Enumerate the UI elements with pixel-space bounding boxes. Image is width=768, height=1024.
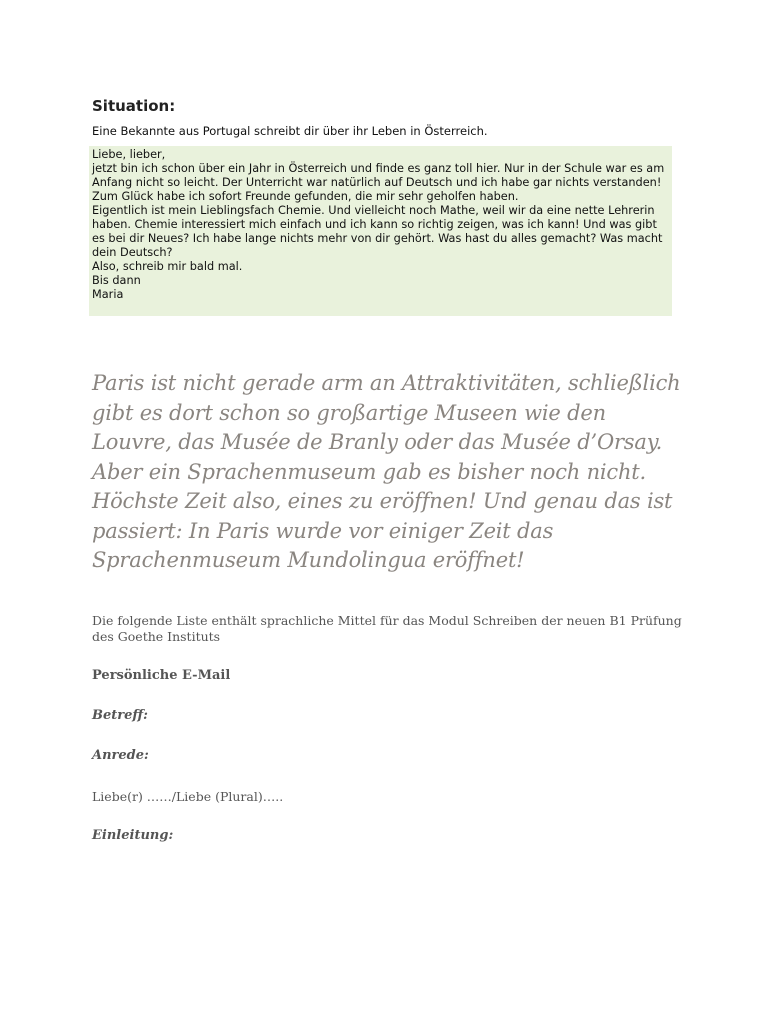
salutation-label: Anrede: bbox=[92, 748, 149, 763]
situation-intro: Eine Bekannte aus Portugal schreibt dir über ihr Leben in Österreich. bbox=[92, 124, 488, 138]
subject-label: Betreff: bbox=[92, 708, 148, 723]
paris-paragraph: Paris ist nicht gerade arm an Attraktivitäten, schließlich gibt es dort schon so großartige Museen wie den Louvre, das Musée de Branly oder das Musée d’Orsay. Aber ein Sprachenmuseum gab es bisher noch nicht. Höchste Zeit also, eines zu eröffnen! Und genau das ist passiert: In Paris wurde vor einiger Zeit das Sprachenmuseum Mundolingua eröffnet! bbox=[92, 371, 681, 572]
letter-line: Eigentlich ist mein Lieblingsfach Chemie. Und vielleicht noch Mathe, weil wir da eine nette Lehrerin haben. Chemie interessiert mich einfach und ich kann so richtig zeigen, was ich kann! Und was gibt es bei dir Neues? Ich habe lange nichts mehr von dir gehört. Was hast du alles gemacht? Was macht dein Deutsch? bbox=[92, 204, 667, 259]
letter-line: Maria bbox=[92, 288, 124, 301]
intro-note: Die folgende Liste enthält sprachliche Mittel für das Modul Schreiben der neuen B1 Prüfung des Goethe Instituts bbox=[92, 613, 682, 644]
situation-title: Situation: bbox=[92, 97, 176, 115]
letter-line: Bis dann bbox=[92, 274, 141, 287]
letter-line: Liebe, lieber, bbox=[92, 148, 166, 161]
introduction-label: Einleitung: bbox=[92, 828, 174, 843]
email-heading: Persönliche E-Mail bbox=[92, 668, 231, 683]
letter-box bbox=[89, 146, 672, 316]
salutation-example: Liebe(r) ……/Liebe (Plural)….. bbox=[92, 789, 284, 804]
letter-line: Also, schreib mir bald mal. bbox=[92, 260, 243, 273]
letter-line: jetzt bin ich schon über ein Jahr in Österreich und finde es ganz toll hier. Nur in der Schule war es am Anfang nicht so leicht. Der Unterricht war natürlich auf Deutsch und ich habe gar nichts verstanden! Zum Glück habe ich sofort Freunde gefunden, die mir sehr geholfen haben. bbox=[92, 162, 668, 203]
